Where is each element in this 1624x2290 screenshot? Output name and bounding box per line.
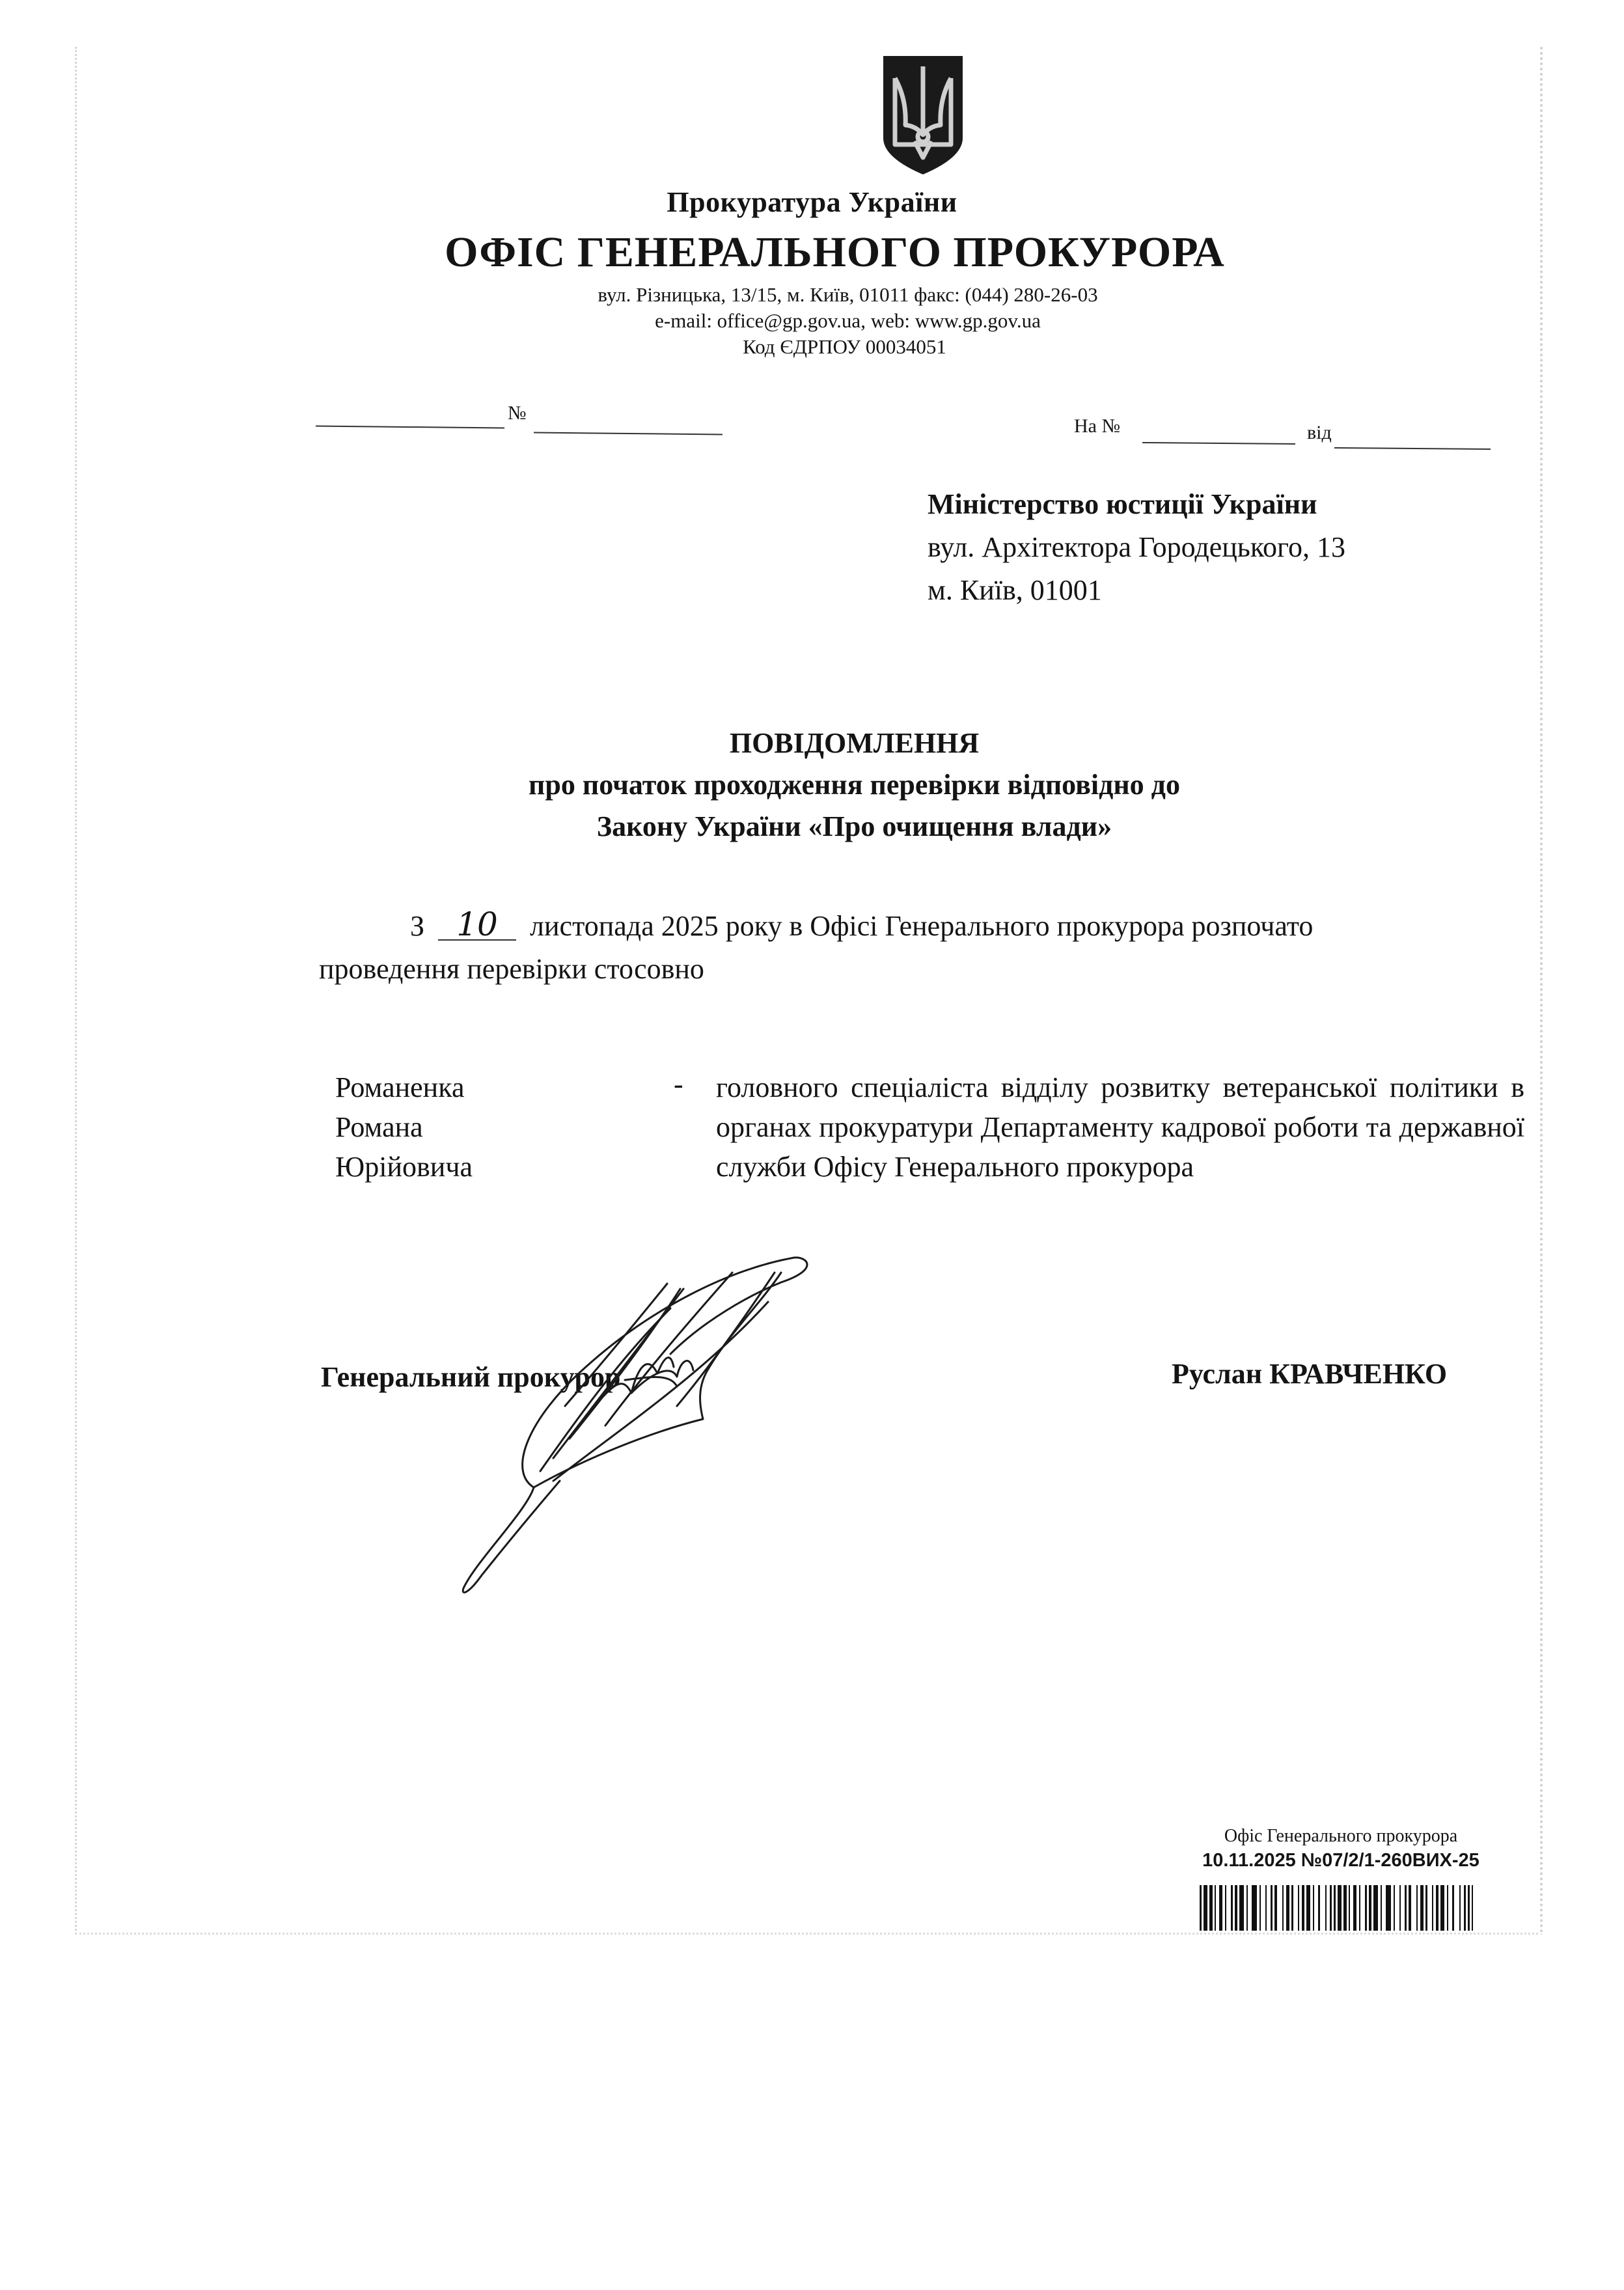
barcode-bar (1365, 1885, 1367, 1931)
body-line2: проведення перевірки стосовно (319, 953, 704, 985)
body-paragraph (319, 905, 1517, 991)
barcode-bar (1386, 1885, 1391, 1931)
barcode-bar (1330, 1885, 1332, 1931)
title-subtitle-line2: Закону України «Про очищення влади» (596, 810, 1112, 842)
person-position: головного спеціаліста відділу розвитку ветеранської політики в органах прокуратури Департаменту кадрової роботи та державної служби Офісу Генерального прокурора (716, 1071, 1524, 1183)
signer-name: Руслан КРАВЧЕНКО (1172, 1358, 1448, 1390)
barcode-bar (1373, 1885, 1378, 1931)
barcode-bar (1420, 1885, 1424, 1931)
barcode-bar (1353, 1885, 1356, 1931)
barcode-bar (1306, 1885, 1310, 1931)
handwritten-day: 10 (438, 909, 516, 941)
person-surname: Романенка (335, 1071, 465, 1103)
barcode-bar (1219, 1885, 1222, 1931)
barcode-icon (1200, 1885, 1473, 1931)
barcode-bar (1405, 1885, 1407, 1931)
barcode-bar (1343, 1885, 1347, 1931)
barcode-bar (1209, 1885, 1213, 1931)
barcode-bar (1425, 1885, 1427, 1931)
recipient-name: Міністерство юстиції України (928, 488, 1317, 520)
barcode-bar (1349, 1885, 1350, 1931)
barcode-bar (1459, 1885, 1461, 1931)
barcode-bar (1325, 1885, 1327, 1931)
barcode-bar (1359, 1885, 1360, 1931)
barcode-bar (1231, 1885, 1233, 1931)
barcode-bar (1259, 1885, 1261, 1931)
barcode-bar (1313, 1885, 1314, 1931)
barcode-bar (1215, 1885, 1216, 1931)
recipient-city: м. Київ, 01001 (928, 574, 1102, 606)
org-name: ОФІС ГЕНЕРАЛЬНОГО ПРОКУРОРА (445, 228, 1225, 276)
barcode-bar (1282, 1885, 1284, 1931)
barcode-bar (1225, 1885, 1226, 1931)
barcode-bar (1436, 1885, 1438, 1931)
trident-coat-of-arms-icon (881, 53, 965, 177)
barcode-bar (1252, 1885, 1257, 1931)
outgoing-number-label: № (508, 402, 527, 424)
barcode-bar (1440, 1885, 1444, 1931)
barcode-bar (1298, 1885, 1299, 1931)
barcode-bar (1472, 1885, 1473, 1931)
body-line1 (319, 905, 1517, 948)
barcode-bar (1447, 1885, 1448, 1931)
barcode-bar (1334, 1885, 1336, 1931)
barcode-bar (1274, 1885, 1277, 1931)
barcode-bar (1302, 1885, 1304, 1931)
recipient-street: вул. Архітектора Городецького, 13 (928, 531, 1345, 563)
barcode-bar (1318, 1885, 1320, 1931)
barcode-bar (1432, 1885, 1433, 1931)
barcode-bar (1286, 1885, 1289, 1931)
stamp-org: Офіс Генерального прокурора (1224, 1826, 1458, 1846)
person-separator: - (674, 1068, 683, 1100)
reply-number-label: На № (1074, 415, 1121, 437)
barcode-bar (1235, 1885, 1237, 1931)
org-contacts: e-mail: office@gp.gov.ua, web: www.gp.gov.ua (655, 309, 1041, 332)
barcode-bar (1452, 1885, 1454, 1931)
recipient-block (928, 483, 1345, 612)
person-first-name: Романа (335, 1111, 423, 1143)
barcode-bar (1291, 1885, 1293, 1931)
person-patronymic: Юрійовича (335, 1151, 473, 1183)
org-code: Код ЄДРПОУ 00034051 (743, 335, 946, 358)
body-line1-text: листопада 2025 року в Офісі Генерального прокурора розпочато (530, 910, 1314, 942)
body-prefix: З (410, 910, 425, 942)
title-subtitle-line1: про початок проходження перевірки відповідно до (529, 769, 1180, 801)
barcode-bar (1464, 1885, 1466, 1931)
handwritten-signature-icon (456, 1224, 1198, 1692)
barcode-bar (1399, 1885, 1401, 1931)
org-address: вул. Різницька, 13/15, м. Київ, 01011 факс: (044) 280-26-03 (598, 283, 1098, 306)
stamp-registration-number: 10.11.2025 №07/2/1-260ВИХ-25 (1202, 1850, 1479, 1871)
barcode-bar (1369, 1885, 1371, 1931)
barcode-bar (1204, 1885, 1207, 1931)
barcode-bar (1468, 1885, 1470, 1931)
barcode-bar (1246, 1885, 1248, 1931)
barcode-bar (1416, 1885, 1418, 1931)
signer-title: Генеральний прокурор (321, 1361, 621, 1393)
title-heading: ПОВІДОМЛЕННЯ (729, 727, 980, 759)
barcode-bar (1239, 1885, 1244, 1931)
document-title (0, 723, 1624, 848)
barcode-bar (1200, 1885, 1202, 1931)
barcode-bar (1265, 1885, 1267, 1931)
barcode-bar (1409, 1885, 1411, 1931)
barcode-bar (1381, 1885, 1382, 1931)
barcode-bar (1271, 1885, 1273, 1931)
org-parent: Прокуратура України (667, 186, 957, 218)
barcode-bar (1338, 1885, 1342, 1931)
person-name (335, 1068, 473, 1187)
barcode-bar (1394, 1885, 1395, 1931)
reply-from-label: від (1307, 422, 1332, 443)
